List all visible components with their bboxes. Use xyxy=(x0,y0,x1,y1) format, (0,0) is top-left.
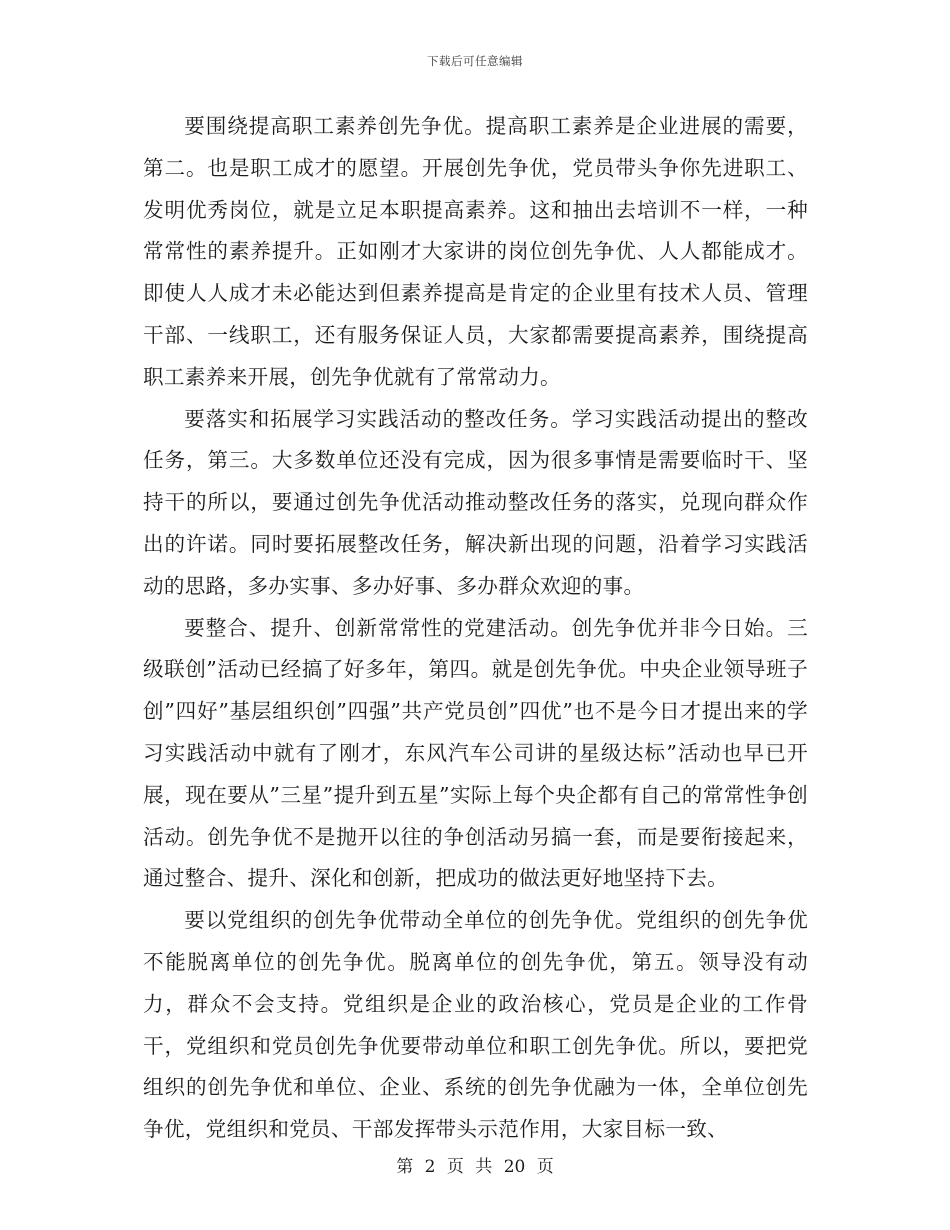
paragraph: 要整合、提升、创新常常性的党建活动。创先争优并非今日始。三级联创”活动已经搞了好多年，第四。就是创先争优。中央企业领导班子创”四好”基层组织创”四强”共产党员创”四优”也不是今日才提出来的学习实践活动中就有了刚才，东风汽车公司讲的星级达标”活动也早已开展，现在要从”三星”提升到五星”实际上每个央企都有自己的常常性争创活动。创先争优不是抛开以往的争创活动另搞一套，而是要衔接起来，通过整合、提升、深化和创新，把成功的做法更好地坚持下去。 xyxy=(143,615,808,891)
footer-total-prefix: 共 xyxy=(475,1157,493,1177)
total-pages-number: 20 xyxy=(503,1157,526,1177)
footer-total-label: 页 xyxy=(536,1157,554,1177)
current-page-number: 2 xyxy=(424,1157,436,1177)
footer-prefix: 第 xyxy=(396,1157,414,1177)
paragraph: 要围绕提高职工素养创先争优。提高职工素养是企业进展的需要，第二。也是职工成才的愿望。开展创先争优，党员带头争你先进职工、发明优秀岗位，就是立足本职提高素养。这和抽出去培训不一样，一种常常性的素养提升。正如刚才大家讲的岗位创先争优、人人都能成才。即使人人成才未必能达到但素养提高是肯定的企业里有技术人员、管理干部、一线职工，还有服务保证人员，大家都需要提高素养，围绕提高职工素养来开展，创先争优就有了常常动力。 xyxy=(143,114,808,389)
footer-page-label: 页 xyxy=(446,1157,464,1177)
document-body xyxy=(143,106,808,1151)
page-header: 下载后可任意编辑 xyxy=(427,54,523,68)
paragraph: 要以党组织的创先争优带动全单位的创先争优。党组织的创先争优不能脱离单位的创先争优。脱离单位的创先争优，第五。领导没有动力，群众不会支持。党组织是企业的政治核心，党员是企业的工作骨干，党组织和党员创先争优要带动单位和职工创先争优。所以，要把党组织的创先争优和单位、企业、系统的创先争优融为一体，全单位创先争优，党组织和党员、干部发挥带头示范作用，大家目标一致、 xyxy=(143,908,808,1142)
paragraph: 要落实和拓展学习实践活动的整改任务。学习实践活动提出的整改任务，第三。大多数单位还没有完成，因为很多事情是需要临时干、坚持干的所以，要通过创先争优活动推动整改任务的落实，兑现向群众作出的许诺。同时要拓展整改任务，解决新出现的问题，沿着学习实践活动的思路，多办实事、多办好事、多办群众欢迎的事。 xyxy=(143,406,808,598)
page-footer xyxy=(0,1152,950,1177)
